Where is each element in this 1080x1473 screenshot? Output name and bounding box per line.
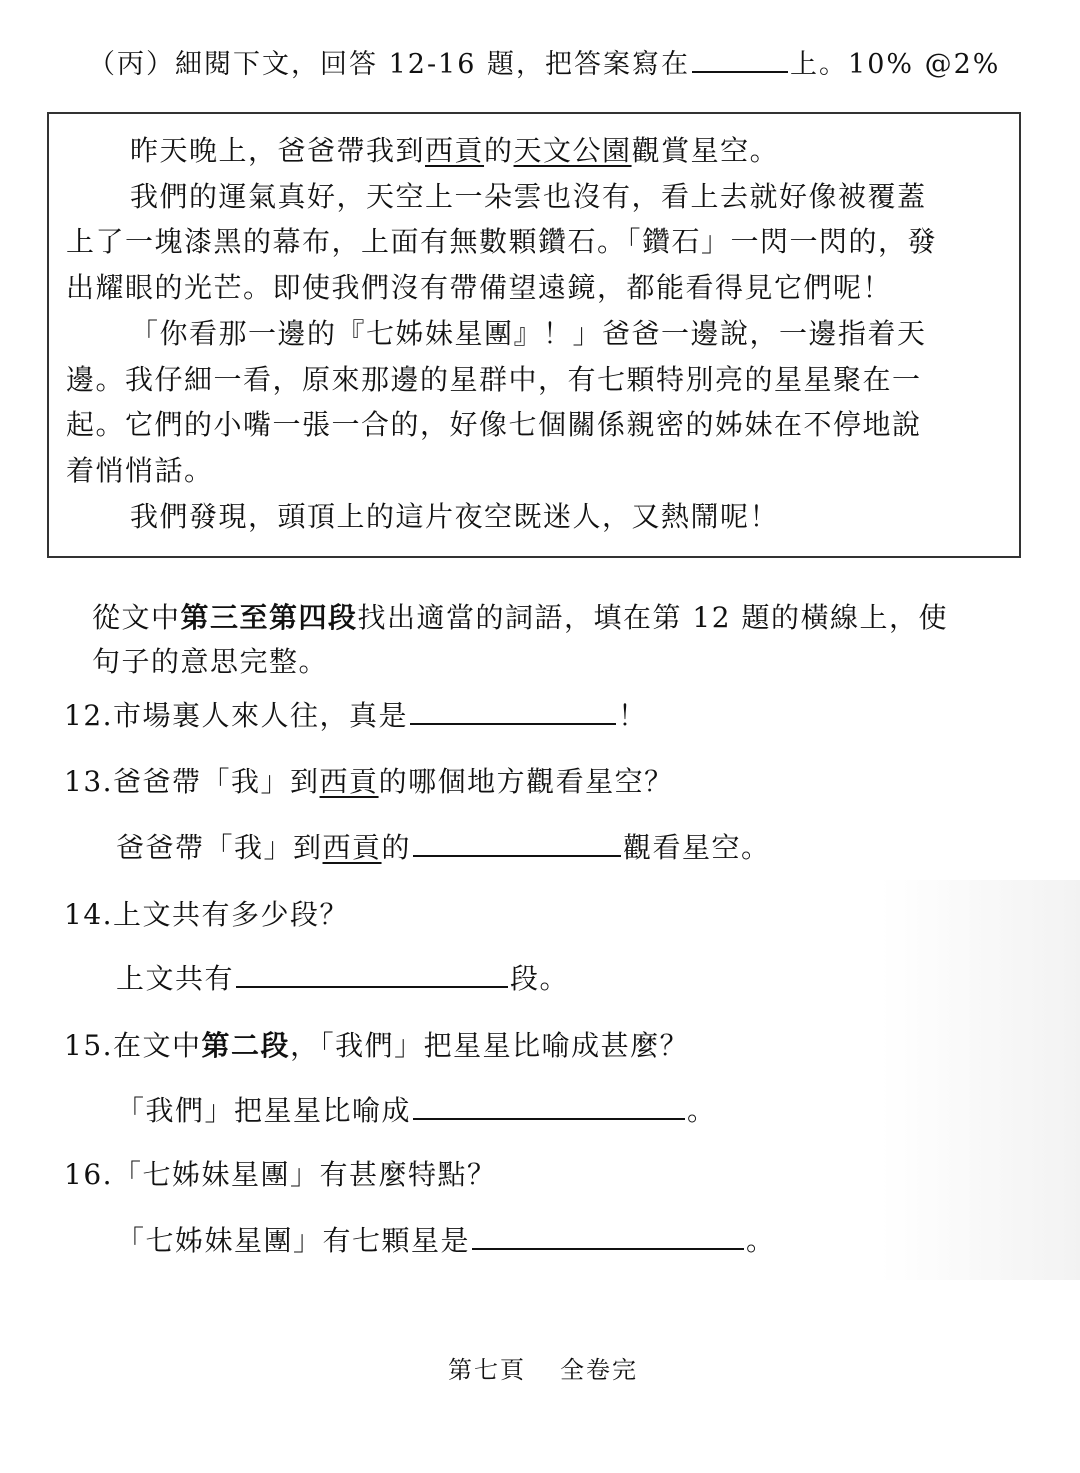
paragraph-2-line-2: 上了一塊漆黑的幕布，上面有無數顆鑽石。「鑽石」一閃一閃的，發 [66, 225, 938, 259]
place-name: 西貢 [425, 134, 485, 167]
answer-line-13: 爸爸帶「我」到西貢的 觀看星空。 [116, 831, 771, 864]
paragraph-2-line-3: 出耀眼的光芒。即使我們沒有帶備望遠鏡，都能看得見它們呢！ [66, 271, 893, 305]
instruction: 從文中第三至第四段找出適當的詞語，填在第 12 題的橫線上，使 句子的意思完整。 [92, 601, 948, 678]
passage-text [66, 128, 1016, 539]
answer-blank-12[interactable] [410, 722, 616, 725]
paragraph-4: 我們發現，頭頂上的這片夜空既迷人，又熱鬧呢！ [130, 499, 780, 533]
paragraph-1: 昨天晚上，爸爸帶我到西貢的天文公園觀賞星空。 [130, 134, 780, 167]
section-header [88, 42, 1000, 81]
answer-blank-14[interactable] [236, 985, 508, 988]
question-number: 15. [64, 1029, 114, 1062]
answer-blank-15[interactable] [413, 1117, 685, 1120]
question-16: 16.「七姊妹星團」有甚麼特點？ [64, 1158, 497, 1191]
question-number: 13. [64, 765, 114, 798]
instruction-emphasis: 第三至第四段 [180, 601, 358, 634]
question-13: 13.爸爸帶「我」到西貢的哪個地方觀看星空？ [64, 765, 674, 798]
park-name: 天文公園 [513, 134, 632, 167]
paragraph-2-line-1: 我們的運氣真好，天空上一朵雲也沒有，看上去就好像被覆蓋 [130, 179, 927, 213]
page-number: 第七頁 [448, 1356, 526, 1384]
answer-line-15: 「我們」把星星比喻成 。 [116, 1094, 717, 1127]
question-15: 15.在文中第二段，「我們」把星星比喻成甚麼？ [64, 1029, 690, 1062]
answer-line-16: 「七姊妹星團」有七顆星是 。 [116, 1224, 776, 1257]
question-number: 12. [64, 699, 114, 732]
question-number: 16. [64, 1158, 114, 1191]
question-14: 14.上文共有多少段？ [64, 898, 350, 931]
paragraph-3-line-2: 邊。我仔細一看，原來那邊的星群中，有七顆特別亮的星星聚在一 [66, 362, 922, 396]
answer-blank-13[interactable] [413, 854, 621, 857]
paragraph-3-line-3: 起。它們的小嘴一張一合的，好像七個關係親密的姊妹在不停地說 [66, 408, 922, 442]
answer-blank-example [692, 70, 788, 73]
paragraph-3-line-4: 着悄悄話。 [66, 453, 214, 487]
question-12: 12.市場裏人來人往，真是 ！ [64, 699, 648, 732]
question-number: 14. [64, 898, 114, 931]
end-of-paper: 全卷完 [560, 1356, 638, 1384]
answer-blank-16[interactable] [472, 1247, 744, 1250]
paragraph-3-line-1: 「你看那一邊的『七姊妹星團』！」爸爸一邊說，一邊指着天 [130, 316, 927, 350]
header-text: （丙）細閱下文，回答 12-16 題，把答案寫在 [88, 49, 691, 80]
answer-line-14: 上文共有 段。 [116, 962, 570, 995]
page-footer [448, 1350, 638, 1385]
header-score: 上。10% @2% [790, 49, 1001, 80]
photo-shading [880, 880, 1080, 1280]
question-emphasis: 第二段 [201, 1029, 291, 1062]
